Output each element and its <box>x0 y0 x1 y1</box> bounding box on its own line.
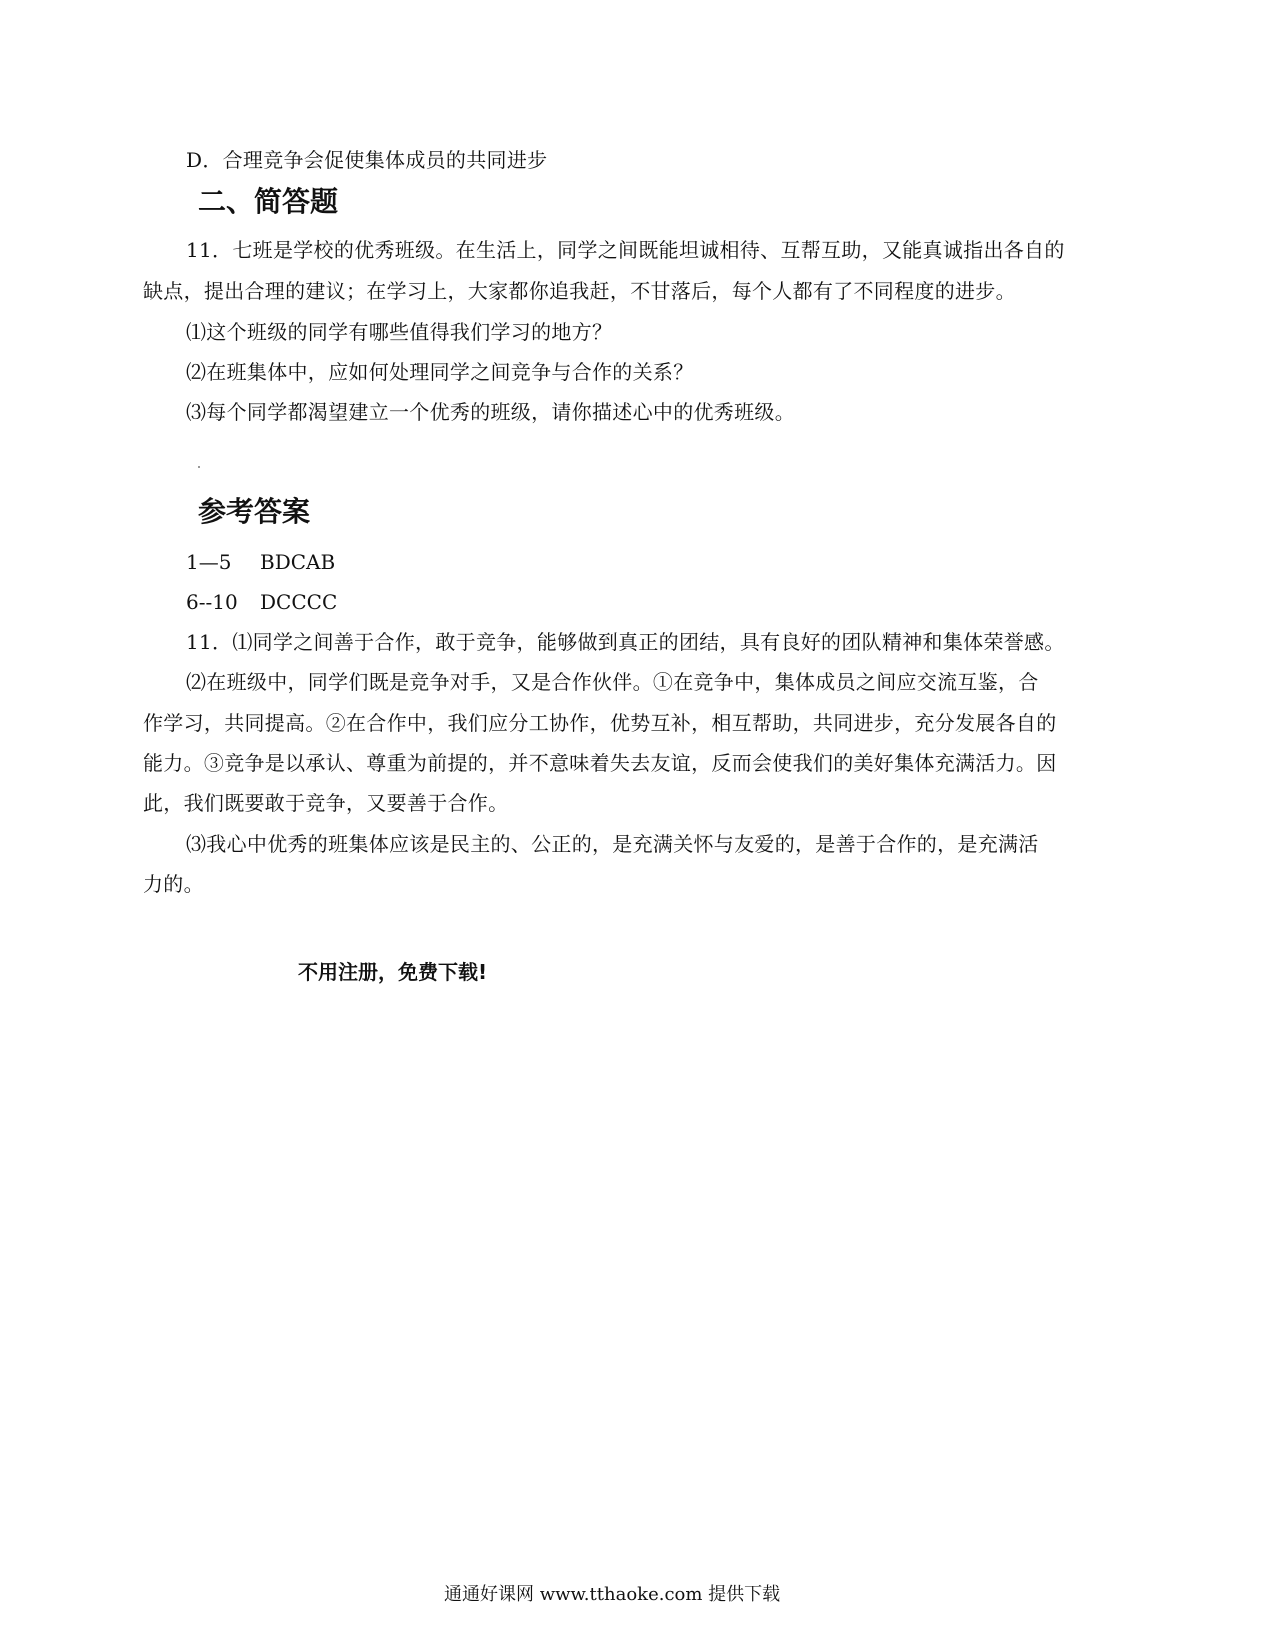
option-d: D．合理竞争会促使集体成员的共同进步 <box>186 148 548 172</box>
answers-1-5-values: BDCAB <box>260 550 336 574</box>
question-11-stem-line-1: 11．七班是学校的优秀班级。在生活上，同学之间既能坦诚相待、互帮互助，又能真诚指出各自的 <box>186 238 1065 262</box>
answer-11-2-line-4: 此，我们既要敢于竞争，又要善于合作。 <box>143 791 509 815</box>
answer-11-1: 11．⑴同学之间善于合作，敢于竞争，能够做到真正的团结，具有良好的团队精神和集体荣誉感。 <box>186 630 1065 654</box>
question-11-sub-1: ⑴这个班级的同学有哪些值得我们学习的地方？ <box>186 320 613 344</box>
section-title-short-answer: 二、简答题 <box>198 185 339 218</box>
question-11-sub-2: ⑵在班集体中，应如何处理同学之间竞争与合作的关系？ <box>186 360 694 384</box>
answers-1-5 <box>186 548 335 576</box>
promo-text: 不用注册，免费下载! <box>298 960 488 984</box>
answer-11-3-line-1: ⑶我心中优秀的班集体应该是民主的、公正的，是充满关怀与友爱的，是善于合作的，是充满活 <box>186 832 1039 856</box>
question-11-stem-line-2: 缺点，提出合理的建议；在学习上，大家都你追我赶，不甘落后，每个人都有了不同程度的进步。 <box>143 279 1016 303</box>
answers-6-10-values: DCCCC <box>260 590 338 614</box>
answer-11-2-line-2: 作学习，共同提高。②在合作中，我们应分工协作，优势互补，相互帮助，共同进步，充分发展各自的 <box>143 711 1057 735</box>
answer-11-3-line-2: 力的。 <box>143 872 204 896</box>
section-title-answers: 参考答案 <box>198 495 311 528</box>
answer-11-2-line-3: 能力。③竞争是以承认、尊重为前提的，并不意味着失去友谊，反而会使我们的美好集体充满活力。因 <box>143 751 1057 775</box>
answers-1-5-range: 1—5 <box>186 550 232 574</box>
question-11-sub-3: ⑶每个同学都渴望建立一个优秀的班级，请你描述心中的优秀班级。 <box>186 400 795 424</box>
page-footer: 通通好课网 www.tthaoke.com 提供下载 <box>444 1584 781 1605</box>
answer-11-2-line-1: ⑵在班级中，同学们既是竞争对手，又是合作伙伴。①在竞争中，集体成员之间应交流互鉴，合 <box>186 670 1039 694</box>
answers-6-10-range: 6--10 <box>186 590 238 614</box>
stray-dot <box>198 466 200 468</box>
answers-6-10 <box>186 588 337 616</box>
